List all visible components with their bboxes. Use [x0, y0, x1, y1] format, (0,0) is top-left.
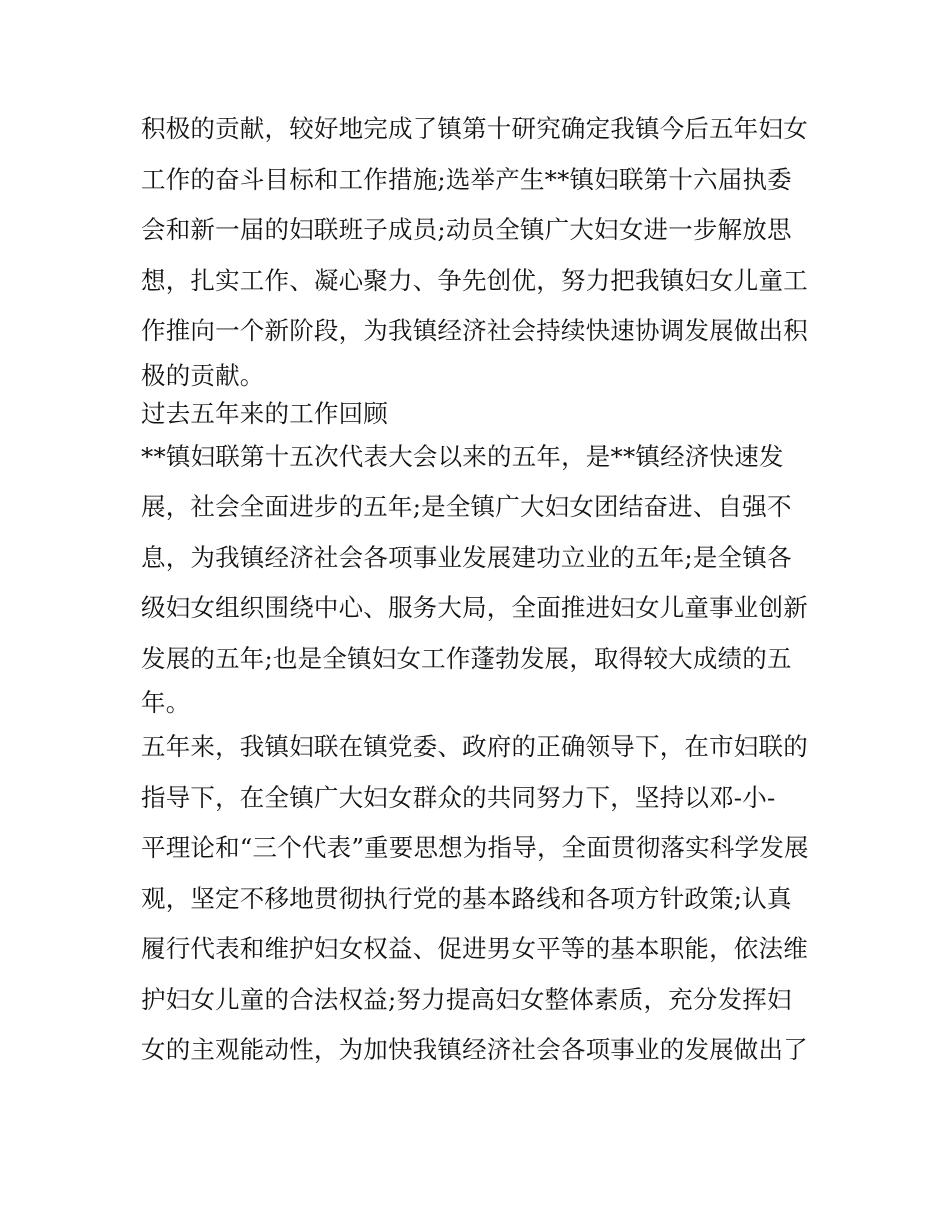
text-line: 息，为我镇经济社会各项事业发展建功立业的五年;是全镇各 [141, 542, 792, 572]
text-line: 积极的贡献，较好地完成了镇第十研究确定我镇今后五年妇女 [141, 114, 808, 143]
text-line: 作推向一个新阶段，为我镇经济社会持续快速协调发展做出积 [141, 316, 808, 345]
text-line: 观，坚定不移地贯彻执行党的基本路线和各项方针政策;认真 [141, 883, 792, 913]
text-line: 年。 [141, 688, 191, 717]
text-line: 想，扎实工作、凝心聚力、争先创优，努力把我镇妇女儿童工 [141, 265, 808, 295]
text-line: 女的主观能动性，为加快我镇经济社会各项事业的发展做出了 [141, 1035, 808, 1064]
text-line: 会和新一届的妇联班子成员;动员全镇广大妇女进一步解放思 [141, 215, 792, 244]
text-line: 指导下，在全镇广大妇女群众的共同努力下，坚持以邓-小- [141, 782, 776, 812]
section-heading: 过去五年来的工作回顾 [141, 398, 388, 428]
text-line: 平理论和“三个代表”重要思想为指导，全面贯彻落实科学发展 [141, 833, 809, 862]
text-line: 工作的奋斗目标和工作措施;选举产生**镇妇联第十六届执委 [141, 164, 792, 194]
body-text [141, 104, 813, 1076]
text-line: 护妇女儿童的合法权益;努力提高妇女整体素质，充分发挥妇 [141, 984, 792, 1014]
text-line: 履行代表和维护妇女权益、促进男女平等的基本职能，依法维 [141, 934, 808, 963]
text-line: 极的贡献。 [141, 360, 265, 390]
text-line: **镇妇联第十五次代表大会以来的五年，是**镇经济快速发 [141, 441, 784, 471]
text-line: 发展的五年;也是全镇妇女工作蓬勃发展，取得较大成绩的五 [141, 643, 792, 673]
text-line: 展，社会全面进步的五年;是全镇广大妇女团结奋进、自强不 [141, 492, 792, 521]
text-line: 级妇女组织围绕中心、服务大局，全面推进妇女儿童事业创新 [141, 593, 808, 622]
text-line: 五年来，我镇妇联在镇党委、政府的正确领导下，在市妇联的 [141, 732, 808, 761]
